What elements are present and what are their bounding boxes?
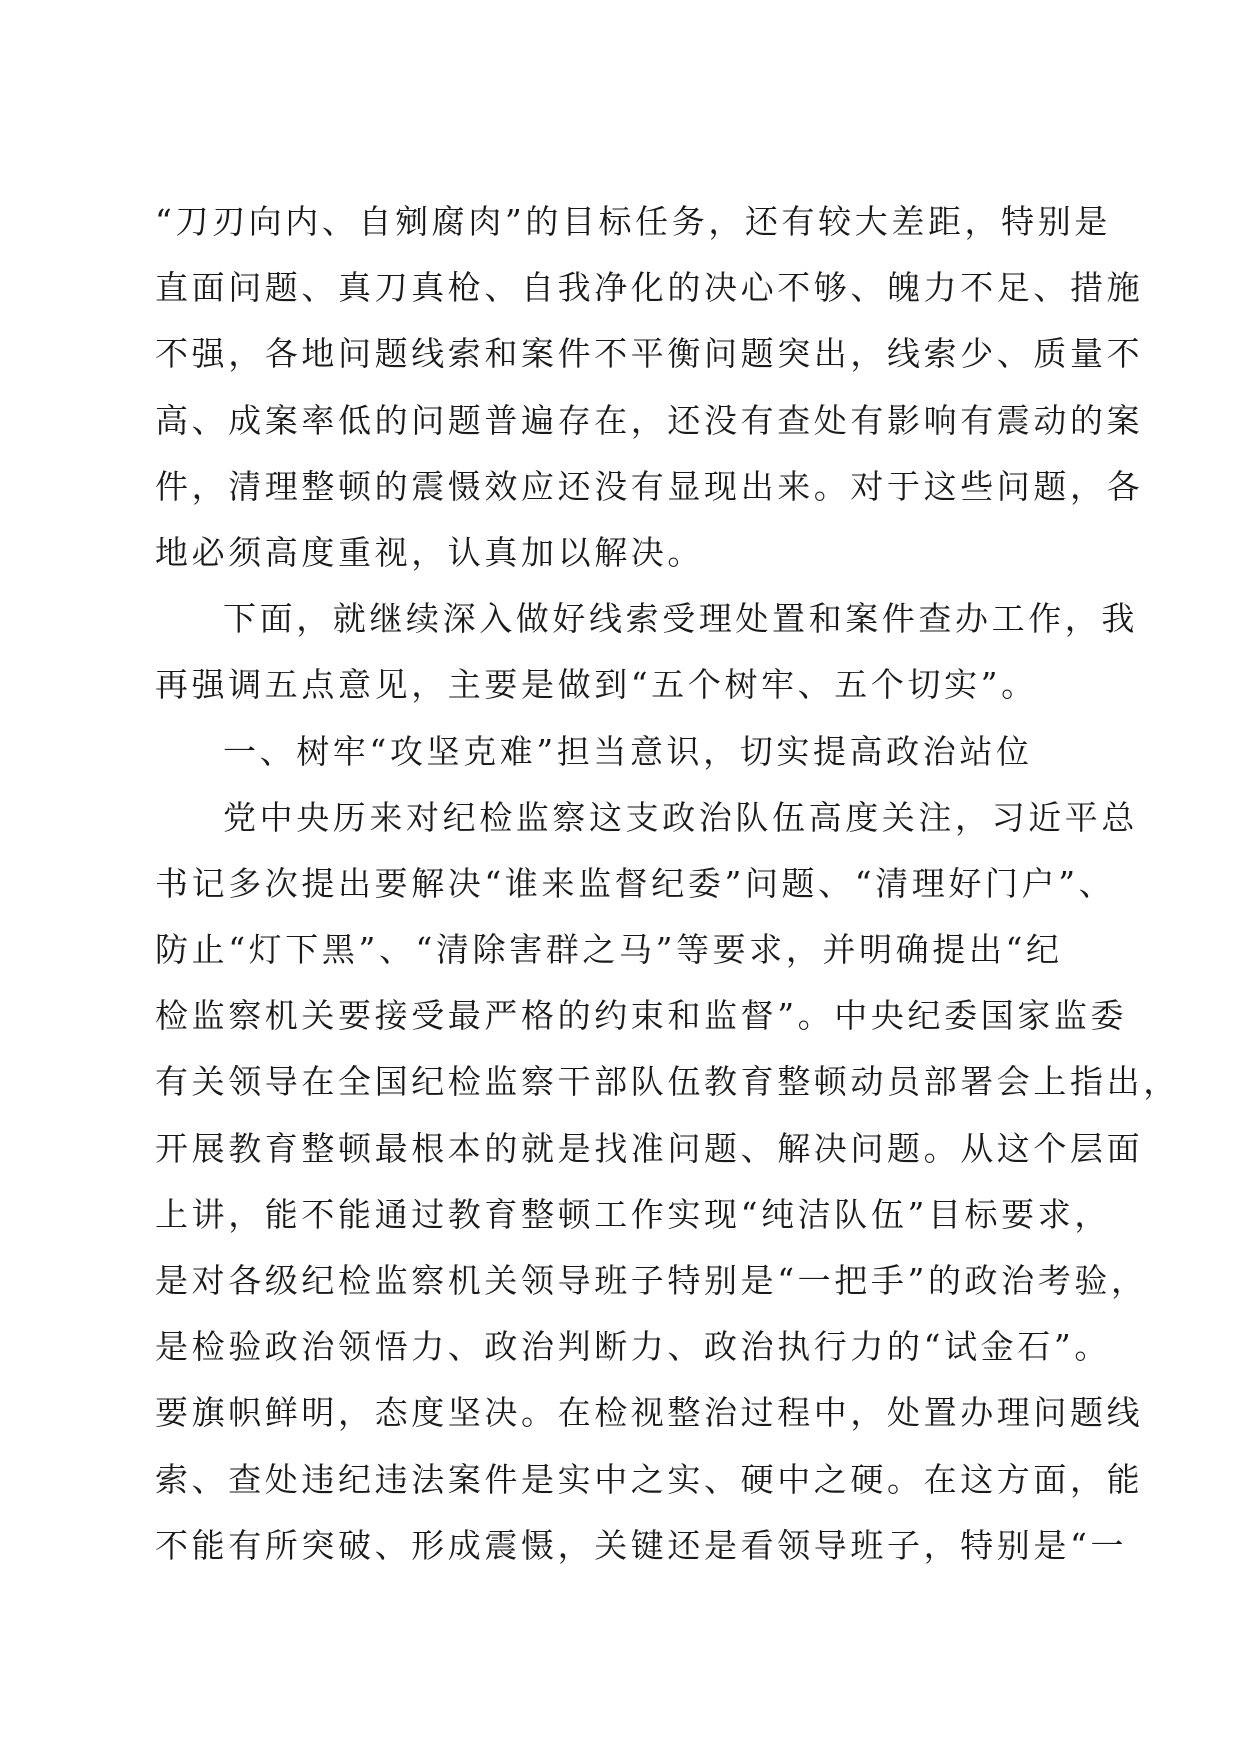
text-line: 地必须高度重视，认真加以解决。: [155, 532, 704, 572]
text-line: 党中央历来对纪检监察这支政治队伍高度关注，习近平总: [223, 797, 1138, 837]
text-line: 一、树牢“攻坚克难”担当意识，切实提高政治站位: [223, 731, 1033, 771]
text-line: 高、成案率低的问题普遍存在，还没有查处有影响有震动的案: [155, 400, 1144, 440]
text-line: 再强调五点意见，主要是做到“五个树牢、五个切实”。: [155, 665, 1038, 705]
document-body: [155, 189, 1180, 1579]
text-line: 上讲，能不能通过教育整顿工作实现“纯洁队伍”目标要求，: [155, 1194, 1111, 1234]
text-line: 不能有所突破、形成震慑，关键还是看领导班子，特别是“一: [155, 1525, 1128, 1565]
text-line: 防止“灯下黑”、“清除害群之马”等要求，并明确提出“纪: [155, 930, 1063, 970]
text-line: 直面问题、真刀真枪、自我净化的决心不够、魄力不足、措施: [155, 268, 1144, 308]
text-line: 书记多次提出要解决“谁来监督纪委”问题、“清理好门户”、: [155, 863, 1116, 903]
text-line: 下面，就继续深入做好线索受理处置和案件查办工作，我: [223, 599, 1138, 639]
text-line: 件，清理整顿的震慑效应还没有显现出来。对于这些问题，各: [155, 466, 1144, 506]
text-line: 开展教育整顿最根本的就是找准问题、解决问题。从这个层面: [155, 1128, 1144, 1168]
text-line: 要旗帜鲜明，态度坚决。在检视整治过程中，处置办理问题线: [155, 1393, 1144, 1433]
text-line: 索、查处违纪违法案件是实中之实、硬中之硬。在这方面，能: [155, 1459, 1144, 1499]
text-line: 是对各级纪检监察机关领导班子特别是“一把手”的政治考验，: [155, 1261, 1148, 1300]
text-line: 是检验政治领悟力、政治判断力、政治执行力的“试金石”。: [155, 1327, 1111, 1367]
text-line: 不强，各地问题线索和案件不平衡问题突出，线索少、质量不: [155, 334, 1144, 374]
text-line: 有关领导在全国纪检监察干部队伍教育整顿动员部署会上指出，: [155, 1062, 1180, 1102]
text-line: 检监察机关要接受最严格的约束和监督”。中央纪委国家监委: [155, 996, 1128, 1036]
text-line: “刀刃向内、自剜腐肉”的目标任务，还有较大差距，特别是: [155, 202, 1111, 241]
